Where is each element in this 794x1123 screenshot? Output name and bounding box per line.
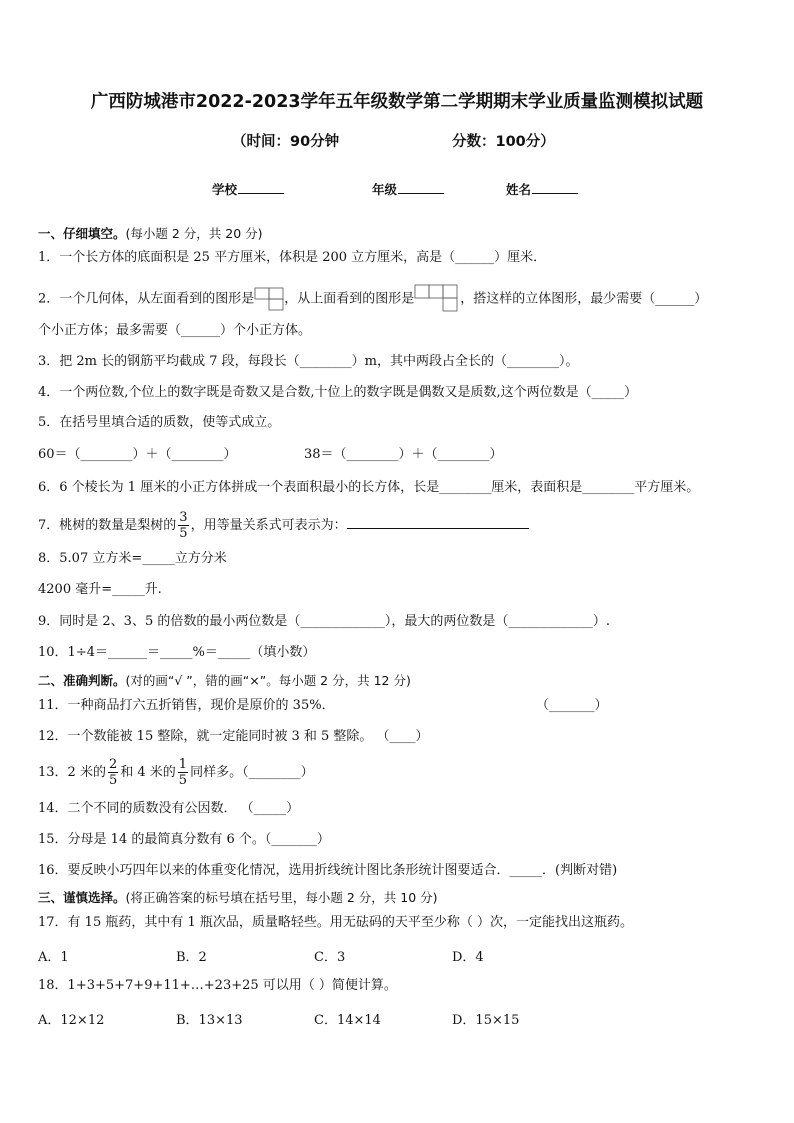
score-label: 分数：100分） [452,134,555,150]
question-1: 1．一个长方体的底面积是 25 平方厘米，体积是 200 立方厘米，高是（______）厘米． [38,250,547,265]
section-2-heading: 二、准确判断。(对的画“√ ”，错的画“×”。每小题 2 分，共 12 分) [38,673,411,688]
question-7: 7．桃树的数量是梨树的 $\frac{3}{5}$ ，用等量关系式可表示为： [38,510,529,541]
q18-option-b[interactable]: B．13×13 [176,1013,243,1028]
page-title: 广西防城港市2022-2023学年五年级数学第二学期期末学业质量监测模拟试题 [90,92,704,112]
question-3: 3．把 2m 长的钢筋平均截成 7 段，每段长（________）m，其中两段占全长的（________）。 [38,354,579,369]
question-12: 12．一个数能被 15 整除，就一定能同时被 3 和 5 整除。 （____） [38,729,429,744]
grade-blank[interactable] [398,181,444,194]
q17-option-c[interactable]: C．3 [314,950,346,965]
fraction-3-5: $\frac{3}{5}$ [179,510,188,541]
q18-option-c[interactable]: C．14×14 [314,1013,381,1028]
q17-option-a[interactable]: A．1 [38,950,69,965]
school-field: 学校 [212,180,284,198]
q18-option-d[interactable]: D．15×15 [452,1013,520,1028]
question-9: 9．同时是 2、3、5 的倍数的最小两位数是（_____________），最大的两位数是（_____________）. [38,614,610,629]
name-field: 姓名 [506,180,578,198]
time-label: （时间：90分钟 [232,134,340,150]
q17-option-b[interactable]: B．2 [176,950,207,965]
question-15: 15．分母是 14 的最简真分数有 6 个。（_______） [38,832,330,847]
q18-option-a[interactable]: A．12×12 [38,1013,105,1028]
question-11: 11．一种商品打六五折销售，现价是原价的 35%． [38,698,335,713]
question-14: 14．二个不同的质数没有公因数． （_____） [38,801,300,816]
question-8-part-b: 4200 毫升=_____升. [38,582,162,597]
name-blank[interactable] [532,181,578,194]
question-18: 18．1+3+5+7+9+11+…+23+25 可以用（ ）简便计算。 [38,978,397,993]
question-2: 2．一个几何体，从左面看到的图形是 ，从上面看到的图形是 ，搭这样的立体图形，最少需要（______） [38,284,707,314]
question-5-part-b: 38＝（________）＋（________） [304,447,503,462]
question-5: 5．在括号里填合适的质数，使等式成立。 [38,415,281,430]
left-view-figure [254,287,284,311]
school-blank[interactable] [238,181,284,194]
question-4: 4．一个两位数,个位上的数字既是奇数又是合数,十位上的数字既是偶数又是质数,这个两位数是（_____） [38,385,638,400]
question-2-continued: 个小正方体；最多需要（______）个小正方体。 [38,323,312,338]
top-view-figure [414,284,460,314]
question-6: 6．6 个棱长为 1 厘米的小正方体拼成一个表面积最小的长方体，长是________厘米，表面积是________平方厘米。 [38,480,700,495]
grade-field: 年级 [372,180,444,198]
question-13: 13．2 米的 $\frac{2}{5}$ 和 4 米的 $\frac{1}{5}$ 同样多。（________） [38,757,314,788]
question-8-part-a: 8．5.07 立方米=_____立方分米 [38,551,227,566]
question-10: 10．1÷4＝______＝_____%＝_____（填小数） [38,645,316,660]
fraction-1-5: $\frac{1}{5}$ [178,757,188,788]
question-16: 16．要反映小巧四年以来的体重变化情况，选用折线统计图比条形统计图要适合．_____．(判断对错) [38,863,618,878]
question-11-answer: （_______） [536,698,608,713]
fraction-2-5: $\frac{2}{5}$ [108,757,118,788]
q17-option-d[interactable]: D．4 [452,950,484,965]
section-1-heading: 一、仔细填空。(每小题 2 分，共 20 分) [38,226,263,241]
section-3-heading: 三、谨慎选择。(将正确答案的标号填在括号里，每小题 2 分，共 10 分) [38,890,438,905]
question-17: 17．有 15 瓶药，其中有 1 瓶次品，质量略轻些。用无砝码的天平至少称（ ）次，一定能找出这瓶药。 [38,915,634,930]
question-5-part-a: 60＝（________）＋（________） [38,447,237,462]
answer-blank[interactable] [347,516,529,529]
